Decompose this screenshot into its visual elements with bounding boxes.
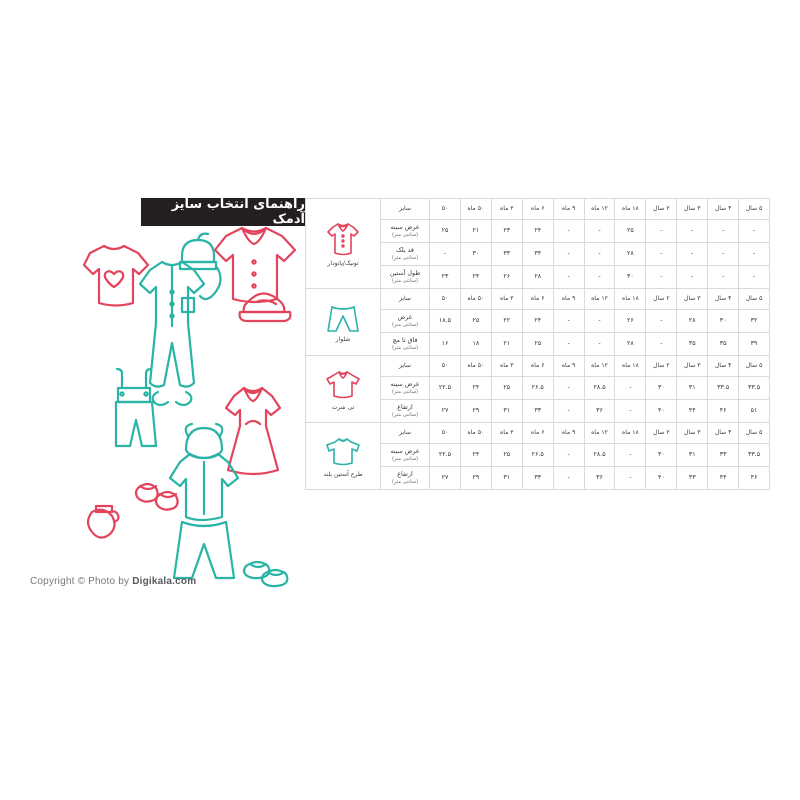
measurement-label: طول آستین (سانتی متر) — [381, 266, 430, 289]
measurement-cell: ۳۵ — [677, 333, 708, 356]
measurement-cell: ۲۸ — [677, 310, 708, 333]
measurement-label: عرض سینه (سانتی متر) — [381, 444, 430, 467]
measurement-cell: ۲۱ — [460, 220, 491, 243]
size-row-label: سایز — [381, 423, 430, 444]
size-header-cell: ۱۸ ماه — [615, 356, 646, 377]
size-header-cell: ۳ ماه — [491, 199, 522, 220]
measurement-cell: - — [584, 310, 615, 333]
icon-caption: طرح آستین بلند — [323, 470, 363, 478]
size-table-container — [305, 198, 770, 490]
measurement-cell: ۲۲ — [491, 310, 522, 333]
measurement-cell: - — [739, 243, 770, 266]
measurement-cell: ۲۸.۵ — [584, 377, 615, 400]
size-table-header-row — [306, 356, 770, 377]
red-dress-illustration — [226, 388, 280, 474]
measurement-cell: ۲۴ — [460, 266, 491, 289]
measurement-cell: ۱۸ — [460, 333, 491, 356]
measurement-cell: ۴۰ — [646, 400, 677, 423]
size-header-cell: ۵۰ ماه — [460, 199, 491, 220]
size-header-cell: ۲ سال — [646, 199, 677, 220]
size-header-cell: ۵ سال — [739, 356, 770, 377]
size-row-label: سایز — [381, 199, 430, 220]
size-header-cell: ۶ ماه — [522, 356, 553, 377]
size-header-cell: ۵۰ ماه — [460, 289, 491, 310]
size-row-label: سایز — [381, 356, 430, 377]
measurement-label: فاق تا مچ (سانتی متر) — [381, 333, 430, 356]
measurement-cell: - — [615, 400, 646, 423]
measurement-cell: ۵۱ — [739, 400, 770, 423]
size-header-cell: ۵۰ — [430, 356, 461, 377]
measurement-cell: ۲۳ — [430, 266, 461, 289]
measurement-cell: ۳۰ — [460, 243, 491, 266]
size-header-cell: ۱۲ ماه — [584, 423, 615, 444]
measurement-cell: ۳۰ — [708, 310, 739, 333]
measurement-cell: ۲۱ — [491, 333, 522, 356]
measurement-cell: ۲۳ — [491, 220, 522, 243]
measurement-cell: ۴۰ — [646, 467, 677, 490]
measurement-cell: ۲۲.۵ — [430, 444, 461, 467]
measurement-cell: - — [708, 266, 739, 289]
measurement-cell: - — [553, 333, 584, 356]
size-header-cell: ۳ ماه — [491, 423, 522, 444]
measurement-cell: ۴۶ — [708, 400, 739, 423]
measurement-cell: ۲۸ — [522, 266, 553, 289]
size-header-cell: ۱۲ ماه — [584, 199, 615, 220]
measurement-cell: ۲۴ — [460, 377, 491, 400]
size-header-cell: ۴ سال — [708, 289, 739, 310]
icon-caption: تی شرت — [331, 403, 355, 411]
size-header-cell: ۲ سال — [646, 423, 677, 444]
red-striped-hat-illustration — [240, 293, 291, 321]
measurement-cell: ۲۴ — [522, 310, 553, 333]
measurement-cell: ۲۷ — [430, 400, 461, 423]
measurement-cell: - — [646, 243, 677, 266]
measurement-cell: ۲۶.۵ — [522, 377, 553, 400]
measurement-cell: - — [677, 243, 708, 266]
measurement-cell: - — [553, 310, 584, 333]
size-header-cell: ۲ سال — [646, 356, 677, 377]
measurement-label: عرض سینه (سانتی متر) — [381, 377, 430, 400]
measurement-cell: ۳۳ — [708, 444, 739, 467]
measurement-label: ارتفاع (سانتی متر) — [381, 400, 430, 423]
measurement-cell: ۲۵ — [430, 220, 461, 243]
size-header-cell: ۵۰ ماه — [460, 423, 491, 444]
measurement-cell: - — [646, 266, 677, 289]
measurement-cell: - — [584, 333, 615, 356]
size-header-cell: ۵۰ — [430, 199, 461, 220]
measurement-cell: ۳۰ — [615, 266, 646, 289]
measurement-cell: ۱۸.۵ — [430, 310, 461, 333]
measurement-cell: ۲۹ — [460, 467, 491, 490]
size-header-cell: ۲ سال — [646, 289, 677, 310]
baby-pants-icon — [306, 289, 381, 356]
red-shoes-illustration — [136, 484, 178, 510]
size-header-cell: ۳ سال — [677, 423, 708, 444]
size-header-cell: ۴ سال — [708, 423, 739, 444]
size-header-cell: ۵ سال — [739, 423, 770, 444]
copyright-notice — [30, 576, 196, 587]
size-header-cell: ۴ سال — [708, 199, 739, 220]
size-table-header-row — [306, 289, 770, 310]
measurement-cell: - — [615, 377, 646, 400]
copyright-text: Photo by — [88, 576, 130, 587]
measurement-cell: - — [677, 220, 708, 243]
measurement-cell: - — [615, 467, 646, 490]
measurement-cell: ۴۴ — [677, 400, 708, 423]
size-header-cell: ۱۸ ماه — [615, 423, 646, 444]
size-header-cell: ۹ ماه — [553, 356, 584, 377]
red-mitten-illustration — [88, 506, 119, 538]
measurement-cell: - — [553, 243, 584, 266]
measurement-cell: - — [646, 310, 677, 333]
measurement-cell: - — [677, 266, 708, 289]
measurement-cell: ۲۶ — [491, 266, 522, 289]
teal-pants-illustration — [174, 522, 234, 578]
measurement-cell: - — [553, 377, 584, 400]
size-table-header-row — [306, 423, 770, 444]
size-header-cell: ۳ سال — [677, 289, 708, 310]
size-table-header-row — [306, 199, 770, 220]
measurement-cell: ۳۳ — [491, 243, 522, 266]
copyright-brand: Digikala.com — [132, 576, 197, 587]
measurement-cell: - — [739, 266, 770, 289]
measurement-cell: - — [646, 333, 677, 356]
icon-caption: تونیک/پاتودار — [327, 260, 359, 268]
size-header-cell: ۶ ماه — [522, 423, 553, 444]
measurement-cell: ۳۰ — [646, 377, 677, 400]
teal-hoodie-illustration — [170, 424, 238, 520]
copyright-symbol: Copyright © — [30, 576, 86, 587]
measurement-cell: ۳۶ — [584, 400, 615, 423]
measurement-cell: ۳۰ — [646, 444, 677, 467]
teal-hat-illustration — [180, 234, 221, 299]
measurement-cell: - — [584, 243, 615, 266]
size-header-cell: ۹ ماه — [553, 289, 584, 310]
measurement-cell: - — [584, 220, 615, 243]
measurement-cell: ۲۸ — [615, 243, 646, 266]
size-header-cell: ۶ ماه — [522, 199, 553, 220]
teal-sleepsuit-illustration — [140, 262, 204, 405]
measurement-cell: ۳۹ — [739, 333, 770, 356]
measurement-cell: - — [430, 243, 461, 266]
measurement-cell: ۲۵ — [522, 333, 553, 356]
size-header-cell: ۳ ماه — [491, 289, 522, 310]
size-header-cell: ۵۰ ماه — [460, 356, 491, 377]
measurement-cell: - — [739, 220, 770, 243]
size-header-cell: ۹ ماه — [553, 199, 584, 220]
size-header-cell: ۹ ماه — [553, 423, 584, 444]
measurement-cell: ۲۴ — [460, 444, 491, 467]
measurement-cell: - — [553, 266, 584, 289]
baby-polo-shirt-icon — [306, 356, 381, 423]
measurement-cell: ۲۵ — [460, 310, 491, 333]
measurement-cell: ۲۴ — [522, 220, 553, 243]
measurement-label: قد بلک (سانتی متر) — [381, 243, 430, 266]
measurement-cell: ۳۳.۵ — [739, 377, 770, 400]
size-header-cell: ۵۰ — [430, 289, 461, 310]
measurement-cell: ۳۴ — [522, 243, 553, 266]
red-jacket-illustration — [215, 228, 295, 302]
measurement-cell: - — [553, 467, 584, 490]
size-header-cell: ۱۸ ماه — [615, 289, 646, 310]
size-header-cell: ۵ سال — [739, 289, 770, 310]
size-header-cell: ۳ سال — [677, 356, 708, 377]
measurement-label: ارتفاع (سانتی متر) — [381, 467, 430, 490]
teal-sandals-illustration — [244, 562, 287, 586]
measurement-cell: ۱۶ — [430, 333, 461, 356]
measurement-cell: - — [553, 220, 584, 243]
red-sweater-illustration — [84, 246, 148, 306]
measurement-cell: ۳۱ — [677, 444, 708, 467]
measurement-cell: ۲۵ — [615, 220, 646, 243]
measurement-cell: ۳۳ — [522, 400, 553, 423]
measurement-cell: - — [584, 266, 615, 289]
baby-tshirt-icon — [306, 423, 381, 490]
measurement-cell: ۳۳.۵ — [739, 444, 770, 467]
measurement-cell: - — [615, 444, 646, 467]
measurement-cell: - — [708, 220, 739, 243]
size-row-label: سایز — [381, 289, 430, 310]
measurement-cell: ۳۱ — [491, 400, 522, 423]
measurement-cell: ۳۱ — [491, 467, 522, 490]
size-header-cell: ۳ ماه — [491, 356, 522, 377]
icon-caption: شلوار — [335, 335, 351, 343]
measurement-cell: ۴۳ — [677, 467, 708, 490]
measurement-cell: ۲۶.۵ — [522, 444, 553, 467]
measurement-cell: - — [708, 243, 739, 266]
size-header-cell: ۳ سال — [677, 199, 708, 220]
measurement-cell: - — [553, 444, 584, 467]
measurement-cell: ۳۲ — [739, 310, 770, 333]
measurement-cell: ۲۹ — [460, 400, 491, 423]
size-header-cell: ۱۲ ماه — [584, 289, 615, 310]
clothing-illustrations — [30, 200, 305, 595]
size-table — [305, 198, 770, 490]
size-header-cell: ۶ ماه — [522, 289, 553, 310]
measurement-cell: - — [646, 220, 677, 243]
measurement-cell: ۳۳.۵ — [708, 377, 739, 400]
measurement-cell: ۲۵ — [491, 377, 522, 400]
measurement-cell: ۴۴ — [708, 467, 739, 490]
size-header-cell: ۱۲ ماه — [584, 356, 615, 377]
measurement-label: عرض (سانتی متر) — [381, 310, 430, 333]
size-header-cell: ۵۰ — [430, 423, 461, 444]
measurement-cell: ۲۲.۵ — [430, 377, 461, 400]
page-title: راهنمای انتخاب سایز آدمک — [141, 198, 305, 226]
size-header-cell: ۴ سال — [708, 356, 739, 377]
measurement-cell: ۳۶ — [584, 467, 615, 490]
measurement-cell: ۳۵ — [708, 333, 739, 356]
measurement-cell: ۳۳ — [522, 467, 553, 490]
measurement-cell: ۴۶ — [739, 467, 770, 490]
measurement-cell: - — [553, 400, 584, 423]
measurement-cell: ۲۸ — [615, 333, 646, 356]
measurement-cell: ۲۶ — [615, 310, 646, 333]
measurement-cell: ۲۵ — [491, 444, 522, 467]
size-header-cell: ۱۸ ماه — [615, 199, 646, 220]
measurement-cell: ۲۷ — [430, 467, 461, 490]
measurement-cell: ۳۱ — [677, 377, 708, 400]
measurement-cell: ۲۸.۵ — [584, 444, 615, 467]
size-header-cell: ۵ سال — [739, 199, 770, 220]
baby-shirt-icon — [306, 199, 381, 289]
measurement-label: عرض سینه (سانتی متر) — [381, 220, 430, 243]
